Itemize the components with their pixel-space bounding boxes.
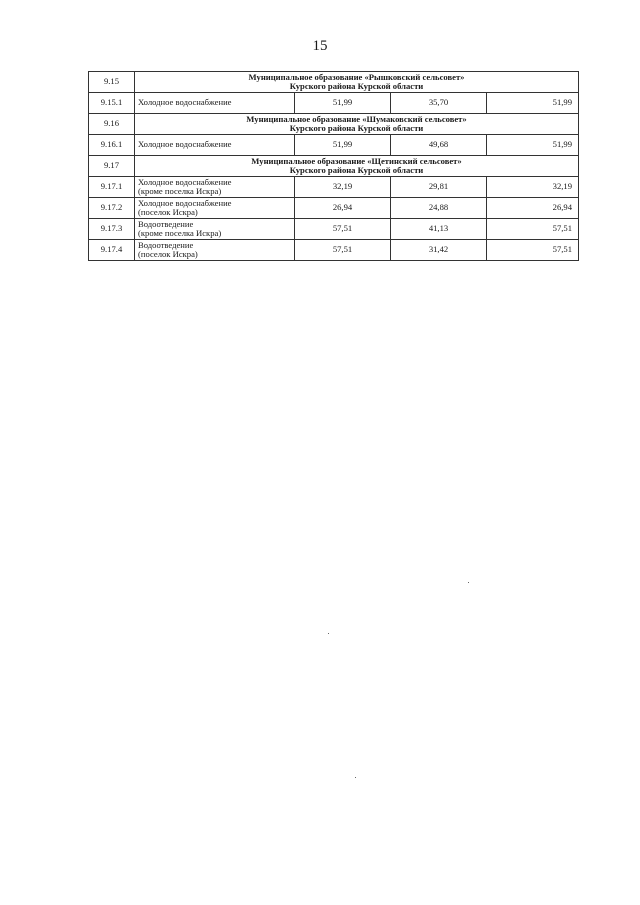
- tariff-value-3: 57,51: [487, 240, 579, 261]
- row-number: 9.17.1: [89, 177, 135, 198]
- service-name-line: Водоотведение: [138, 218, 194, 229]
- service-area-line: (кроме поселка Искра): [138, 228, 222, 238]
- scan-speck: [328, 633, 329, 634]
- row-number: 9.15.1: [89, 93, 135, 114]
- municipality-name: Муниципальное образование «Щетинский сельсовет»: [251, 155, 462, 166]
- table-row: [89, 177, 579, 198]
- tariff-value-1: 26,94: [295, 198, 391, 219]
- service-name: [135, 198, 295, 219]
- service-name-line: Холодное водоснабжение: [138, 176, 232, 187]
- service-name-line: Холодное водоснабжение: [138, 197, 232, 208]
- row-number: 9.17.3: [89, 219, 135, 240]
- row-number: 9.17: [89, 156, 135, 177]
- service-name: [135, 177, 295, 198]
- table-row: [89, 93, 579, 114]
- municipality-title: [135, 72, 579, 93]
- municipality-district: Курского района Курской области: [289, 81, 424, 91]
- municipality-name: Муниципальное образование «Шумаковский сельсовет»: [246, 113, 467, 124]
- tariff-value-2: 41,13: [391, 219, 487, 240]
- table-row: [89, 135, 579, 156]
- municipality-title: [135, 156, 579, 177]
- row-number: 9.16: [89, 114, 135, 135]
- tariff-value-1: 51,99: [295, 135, 391, 156]
- row-number: 9.16.1: [89, 135, 135, 156]
- page-number: 15: [312, 38, 328, 54]
- tariff-value-1: 32,19: [295, 177, 391, 198]
- tariff-value-2: 49,68: [391, 135, 487, 156]
- table-row: [89, 198, 579, 219]
- service-name: [135, 219, 295, 240]
- row-number: 9.17.4: [89, 240, 135, 261]
- section-row: [89, 114, 579, 135]
- scan-speck: [468, 582, 469, 583]
- tariff-value-3: 51,99: [487, 93, 579, 114]
- table-row: [89, 240, 579, 261]
- municipality-title: [135, 114, 579, 135]
- service-name: [135, 240, 295, 261]
- tariff-value-2: 29,81: [391, 177, 487, 198]
- tariff-value-1: 57,51: [295, 219, 391, 240]
- service-name-line: Водоотведение: [138, 239, 194, 250]
- section-row: [89, 156, 579, 177]
- service-area-line: (кроме поселка Искра): [138, 186, 222, 196]
- tariff-value-3: 51,99: [487, 135, 579, 156]
- municipality-district: Курского района Курской области: [289, 165, 424, 175]
- service-name: Холодное водоснабжение: [135, 93, 295, 114]
- service-name: Холодное водоснабжение: [135, 135, 295, 156]
- tariff-value-3: 57,51: [487, 219, 579, 240]
- tariff-value-2: 24,88: [391, 198, 487, 219]
- tariff-table: [88, 71, 579, 261]
- tariff-value-2: 35,70: [391, 93, 487, 114]
- tariff-value-1: 57,51: [295, 240, 391, 261]
- municipality-name: Муниципальное образование «Рышковский сельсовет»: [248, 71, 465, 82]
- scan-speck: [355, 777, 356, 778]
- municipality-district: Курского района Курской области: [289, 123, 424, 133]
- tariff-value-2: 31,42: [391, 240, 487, 261]
- row-number: 9.17.2: [89, 198, 135, 219]
- tariff-value-3: 26,94: [487, 198, 579, 219]
- section-row: [89, 72, 579, 93]
- table-row: [89, 219, 579, 240]
- service-area-line: (поселок Искра): [138, 249, 198, 259]
- row-number: 9.15: [89, 72, 135, 93]
- service-area-line: (поселок Искра): [138, 207, 198, 217]
- tariff-value-1: 51,99: [295, 93, 391, 114]
- tariff-value-3: 32,19: [487, 177, 579, 198]
